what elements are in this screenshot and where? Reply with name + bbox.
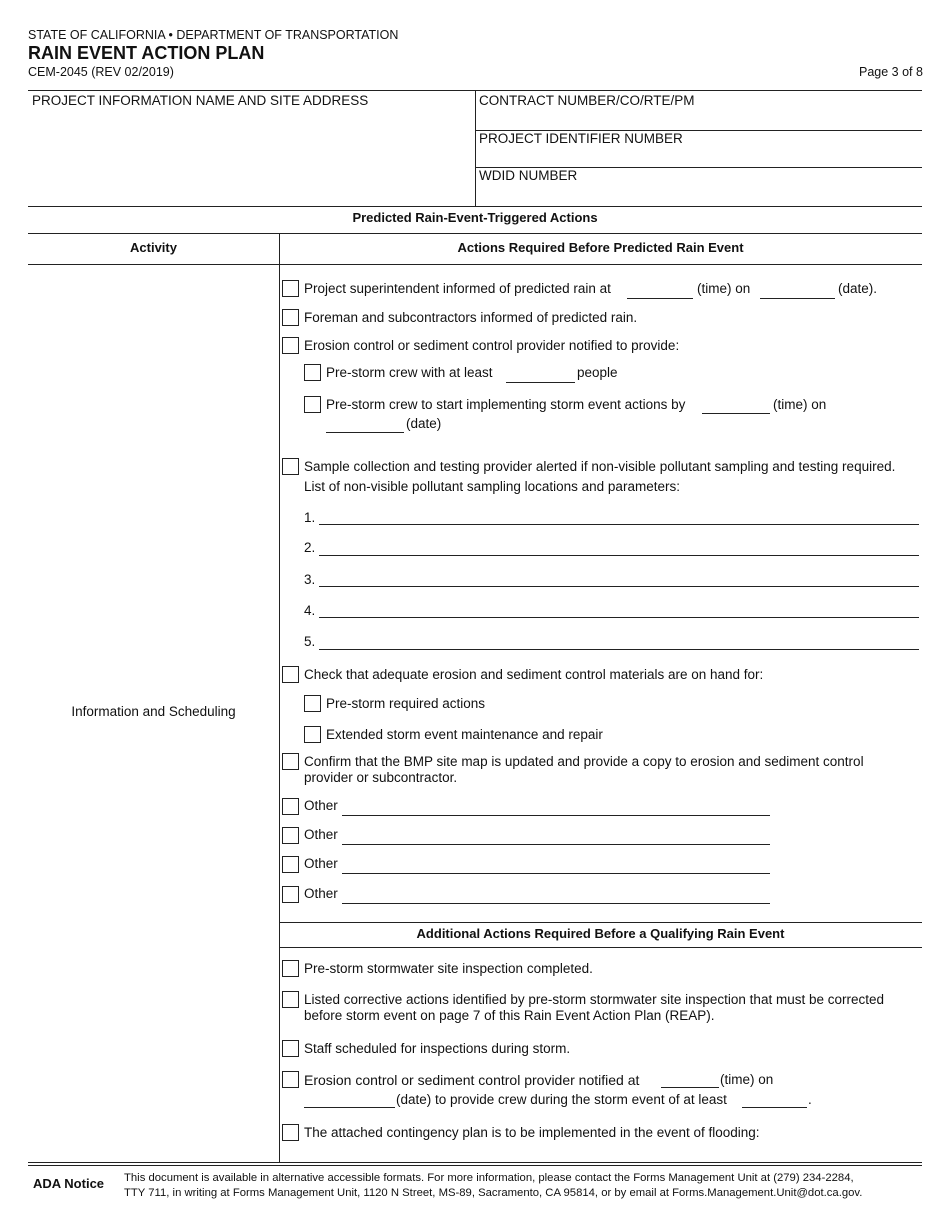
wdid-label: WDID NUMBER — [479, 168, 578, 183]
checkbox-sample-collection[interactable] — [282, 458, 299, 475]
checkbox-extended-storm[interactable] — [304, 726, 321, 743]
list-number: 3. — [304, 572, 316, 587]
checkbox-erosion-notified[interactable] — [282, 337, 299, 354]
section-title: Predicted Rain-Event-Triggered Actions — [352, 210, 598, 225]
other-field-2[interactable] — [342, 844, 770, 845]
people-count-field[interactable] — [506, 382, 575, 383]
checkbox-foreman[interactable] — [282, 309, 299, 326]
activity-label: Information and Scheduling — [71, 704, 236, 719]
additional-header: Additional Actions Required Before a Qualifying Rain Event — [416, 926, 785, 941]
date-text: (date). — [838, 281, 878, 296]
checkbox-staff[interactable] — [282, 1040, 299, 1057]
extended-storm-text: Extended storm event maintenance and repair — [326, 727, 603, 742]
divider — [28, 233, 922, 234]
checkbox-other-1[interactable] — [282, 798, 299, 815]
provider-date-field[interactable] — [304, 1107, 395, 1108]
prestorm-required-text: Pre-storm required actions — [326, 696, 486, 711]
checkbox-crew-start[interactable] — [304, 396, 321, 413]
time-field[interactable] — [627, 298, 693, 299]
list-number: 4. — [304, 603, 316, 618]
activity-header: Activity — [130, 240, 177, 255]
list-number: 1. — [304, 510, 316, 525]
page-title: RAIN EVENT ACTION PLAN — [28, 43, 265, 63]
date-field[interactable] — [760, 298, 835, 299]
actions-header: Actions Required Before Predicted Rain Event — [457, 240, 744, 255]
checkbox-other-2[interactable] — [282, 827, 299, 844]
divider — [475, 90, 476, 206]
checkbox-crew-least[interactable] — [304, 364, 321, 381]
other-label: Other — [304, 798, 338, 813]
provider-date-text: (date) to provide crew during the storm event of at least — [396, 1092, 727, 1107]
other-label: Other — [304, 886, 338, 901]
divider — [279, 922, 922, 923]
divider — [279, 947, 922, 948]
period: . — [808, 1092, 812, 1107]
inspection-text: Pre-storm stormwater site inspection completed. — [304, 961, 593, 976]
checkbox-prestorm-required[interactable] — [304, 695, 321, 712]
ada-notice-line2: TTY 711, in writing at Forms Management Unit, 1120 N Street, MS-89, Sacramento, CA 95814, or by email at Forms.Management.Unit@dot.ca.gov. — [124, 1187, 863, 1199]
materials-text: Check that adequate erosion and sediment control materials are on hand for: — [304, 667, 764, 682]
time-on-text: (time) on — [697, 281, 751, 296]
crew-time-field[interactable] — [702, 413, 770, 414]
page-number: Page 3 of 8 — [859, 65, 923, 79]
list-number: 5. — [304, 634, 316, 649]
crew-start-text: Pre-storm crew to start implementing storm event actions by — [326, 397, 686, 412]
sampling-line-2[interactable] — [319, 555, 919, 556]
ada-label: ADA Notice — [33, 1176, 105, 1191]
divider — [28, 1162, 922, 1163]
checkbox-superintendent[interactable] — [282, 280, 299, 297]
project-name-label: PROJECT INFORMATION NAME AND SITE ADDRESS — [32, 93, 369, 108]
checkbox-other-3[interactable] — [282, 856, 299, 873]
checkbox-materials[interactable] — [282, 666, 299, 683]
crew-time-on-text: (time) on — [773, 397, 827, 412]
provider-time-on-text: (time) on — [720, 1072, 774, 1087]
sampling-line-3[interactable] — [319, 586, 919, 587]
checkbox-contingency[interactable] — [282, 1124, 299, 1141]
provider-crew-count-field[interactable] — [742, 1107, 807, 1108]
checkbox-erosion-provider[interactable] — [282, 1071, 299, 1088]
column-divider — [279, 233, 280, 1163]
project-identifier-label: PROJECT IDENTIFIER NUMBER — [479, 131, 683, 146]
sample-text-line2: List of non-visible pollutant sampling locations and parameters: — [304, 479, 680, 494]
people-text: people — [577, 365, 618, 380]
form-id: CEM-2045 (REV 02/2019) — [28, 65, 174, 79]
agency-line: STATE OF CALIFORNIA • DEPARTMENT OF TRANSPORTATION — [28, 28, 399, 42]
contract-number-label: CONTRACT NUMBER/CO/RTE/PM — [479, 93, 695, 108]
erosion-notified-text: Erosion control or sediment control provider notified to provide: — [304, 338, 680, 353]
contingency-text: The attached contingency plan is to be implemented in the event of flooding: — [304, 1125, 760, 1140]
other-field-4[interactable] — [342, 903, 770, 904]
corrective-text-line1: Listed corrective actions identified by pre-storm stormwater site inspection that must be corrected — [304, 992, 884, 1007]
superintendent-text: Project superintendent informed of predicted rain at — [304, 281, 611, 296]
other-label: Other — [304, 827, 338, 842]
other-field-1[interactable] — [342, 815, 770, 816]
sampling-line-4[interactable] — [319, 617, 919, 618]
sampling-line-5[interactable] — [319, 649, 919, 650]
staff-text: Staff scheduled for inspections during storm. — [304, 1041, 571, 1056]
other-label: Other — [304, 856, 338, 871]
divider — [28, 264, 922, 265]
list-number: 2. — [304, 540, 316, 555]
crew-least-text: Pre-storm crew with at least — [326, 365, 493, 380]
checkbox-inspection[interactable] — [282, 960, 299, 977]
ada-notice-line1: This document is available in alternative accessible formats. For more information, please contact the Forms Management Unit at (279) 234-2284, — [124, 1172, 854, 1184]
corrective-text-line2: before storm event on page 7 of this Rain Event Action Plan (REAP). — [304, 1008, 715, 1023]
checkbox-corrective[interactable] — [282, 991, 299, 1008]
divider — [28, 206, 922, 207]
checkbox-other-4[interactable] — [282, 886, 299, 903]
checkbox-bmp[interactable] — [282, 753, 299, 770]
erosion-provider-text: Erosion control or sediment control provider notified at — [304, 1072, 640, 1088]
other-field-3[interactable] — [342, 873, 770, 874]
crew-date-text: (date) — [406, 416, 442, 431]
provider-time-field[interactable] — [661, 1087, 719, 1088]
sample-text-line1: Sample collection and testing provider alerted if non-visible pollutant sampling and testing required. — [304, 459, 896, 474]
crew-date-field[interactable] — [326, 432, 404, 433]
sampling-line-1[interactable] — [319, 524, 919, 525]
bmp-text-line2: provider or subcontractor. — [304, 770, 458, 785]
bmp-text-line1: Confirm that the BMP site map is updated and provide a copy to erosion and sediment control — [304, 754, 864, 769]
foreman-text: Foreman and subcontractors informed of predicted rain. — [304, 310, 638, 325]
divider — [28, 1165, 922, 1166]
